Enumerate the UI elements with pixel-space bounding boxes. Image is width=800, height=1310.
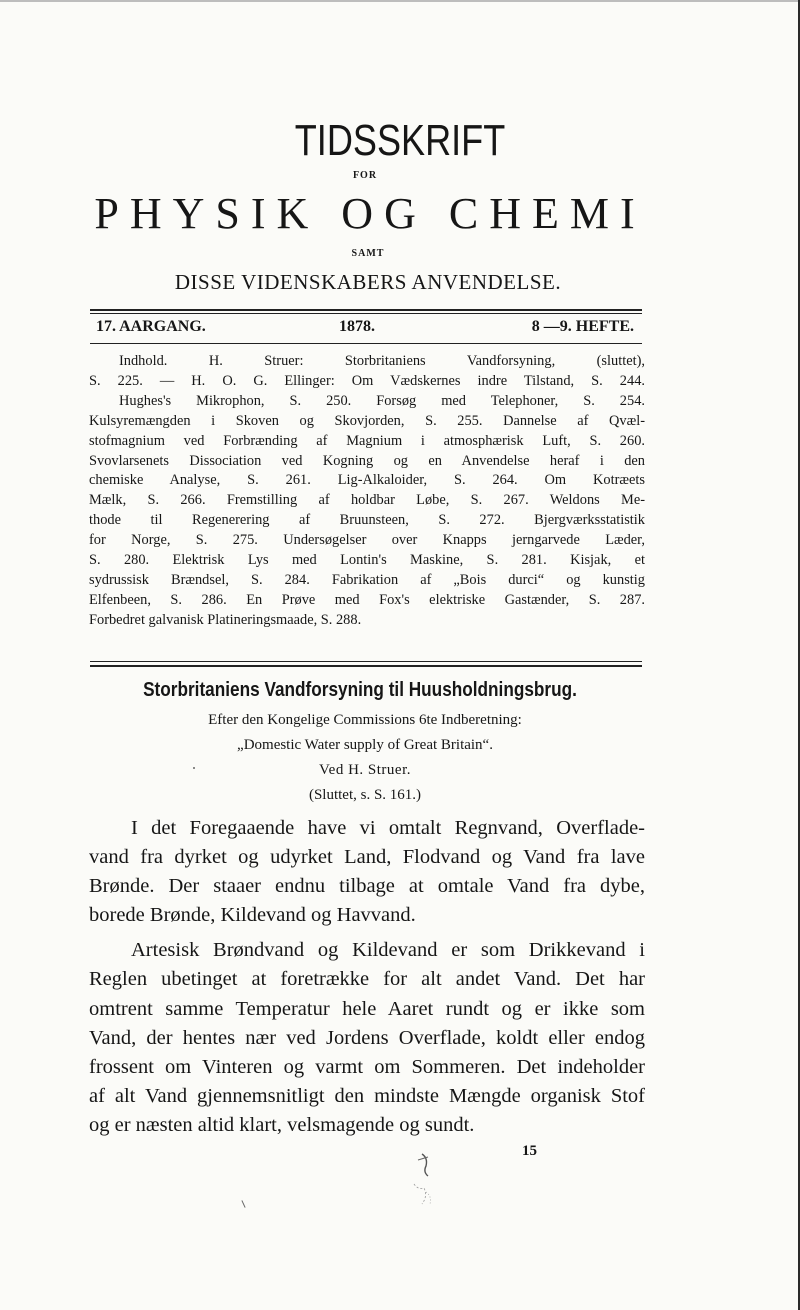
journal-title: TIDSSKRIFT	[294, 116, 506, 165]
contents-line: thode til Regenerering af Bruunsteen, S. 272. Bjergværksstatistik	[89, 512, 645, 529]
contents-rule-bottom	[90, 665, 642, 667]
contents-line: chemiske Analyse, S. 261. Lig-Alkaloider, S. 264. Om Kotræets	[89, 472, 645, 489]
header-rule-top	[90, 309, 642, 311]
paragraph-line: og er næsten altid klart, velsmagende og sundt.	[89, 1113, 475, 1136]
article-continued-note: (Sluttet, s. S. 161.)	[308, 787, 422, 803]
paragraph-line: frossent om Vinteren og varmt om Sommeren. Det indeholder	[89, 1055, 645, 1078]
paragraph-line: vand fra dyrket og udyrket Land, Flodvand og Vand fra lave	[89, 846, 645, 869]
page-number: 15	[522, 1143, 537, 1159]
table-of-contents	[89, 352, 645, 631]
volume-label: 17. AARGANG.	[96, 318, 206, 335]
contents-line: S. 280. Elektrisk Lys med Lontin's Maskine, S. 281. Kisjak, et	[89, 552, 645, 569]
contents-line: for Norge, S. 275. Undersøgelser over Knapps jerngarvede Læder,	[89, 532, 645, 549]
title-samt-word: SAMT	[351, 248, 385, 259]
journal-subtitle: DISSE VIDENSKABERS ANVENDELSE.	[174, 270, 562, 294]
contents-line: Forbedret galvanisk Platineringsmaade, S. 288.	[89, 611, 362, 628]
contents-line: Kulsyremængden i Skoven og Skovjorden, S. 255. Dannelse af Qvæl-	[89, 412, 645, 429]
ink-smudge-icon	[400, 1148, 450, 1218]
article-body	[89, 814, 645, 1140]
article-title: Storbritaniens Vandforsyning til Huusholdningsbrug.	[143, 679, 577, 701]
contents-line: Svovlarsenets Dissociation ved Kogning og en Anvendelse heraf i den	[89, 452, 645, 469]
paragraph-line: I det Foregaaende have vi omtalt Regnvand, Overflade-	[131, 817, 645, 839]
scan-speck	[193, 767, 195, 769]
paragraph-line: Artesisk Brøndvand og Kildevand er som Drikkevand i	[131, 939, 645, 962]
contents-line: Mælk, S. 266. Fremstilling af holdbar Løbe, S. 267. Weldons Me-	[89, 492, 645, 509]
paragraph-line: borede Brønde, Kildevand og Havvand.	[89, 904, 416, 927]
contents-rule-top	[90, 661, 642, 662]
issue-rule	[90, 343, 642, 344]
article-source-line: Efter den Kongelige Commissions 6te Indberetning:	[208, 712, 522, 728]
contents-line: sydrussisk Brændsel, S. 284. Fabrikation af „Bois durci“ og kunstig	[89, 571, 645, 588]
paragraph-line: Brønde. Der staaer endnu tilbage at omtale Vand fra dybe,	[89, 875, 645, 898]
contents-line: stofmagnium ved Forbrænding af Magnium i atmosphærisk Luft, S. 260.	[89, 432, 645, 449]
issue-parts-label: 8 —9. HEFTE.	[531, 318, 634, 335]
article-author: Ved H. Struer.	[319, 762, 411, 778]
header-rule-top-inner	[90, 313, 642, 314]
scan-speck	[241, 1200, 245, 1208]
contents-line: S. 225. — H. O. G. Ellinger: Om Vædskernes indre Tilstand, S. 244.	[89, 372, 645, 389]
journal-title-subject: PHYSIK OG CHEMI	[94, 189, 646, 238]
article-report-title: „Domestic Water supply of Great Britain“.	[237, 737, 493, 753]
contents-line: Indhold. H. Struer: Storbritaniens Vandforsyning, (sluttet),	[119, 353, 645, 369]
paragraph-line: Vand, der hentes nær ved Jordens Overflade, koldt eller endog	[89, 1026, 645, 1049]
year-label: 1878.	[339, 318, 375, 335]
paragraph-line: af alt Vand gjennemsnitligt den mindste Mængde organisk Stof	[89, 1084, 645, 1107]
paragraph-line: omtrent samme Temperatur hele Aaret rundt og er ikke som	[89, 997, 645, 1020]
title-for-word: FOR	[352, 170, 378, 181]
scan-edge-top	[0, 0, 800, 2]
contents-line: Elfenbeen, S. 286. En Prøve med Fox's elektriske Gastænder, S. 287.	[89, 591, 645, 608]
paragraph-line: Reglen ubetinget at foretrække for alt andet Vand. Det har	[89, 968, 645, 991]
contents-line: Hughes's Mikrophon, S. 250. Forsøg med Telephoner, S. 254.	[119, 392, 645, 409]
issue-info-row	[96, 318, 634, 340]
